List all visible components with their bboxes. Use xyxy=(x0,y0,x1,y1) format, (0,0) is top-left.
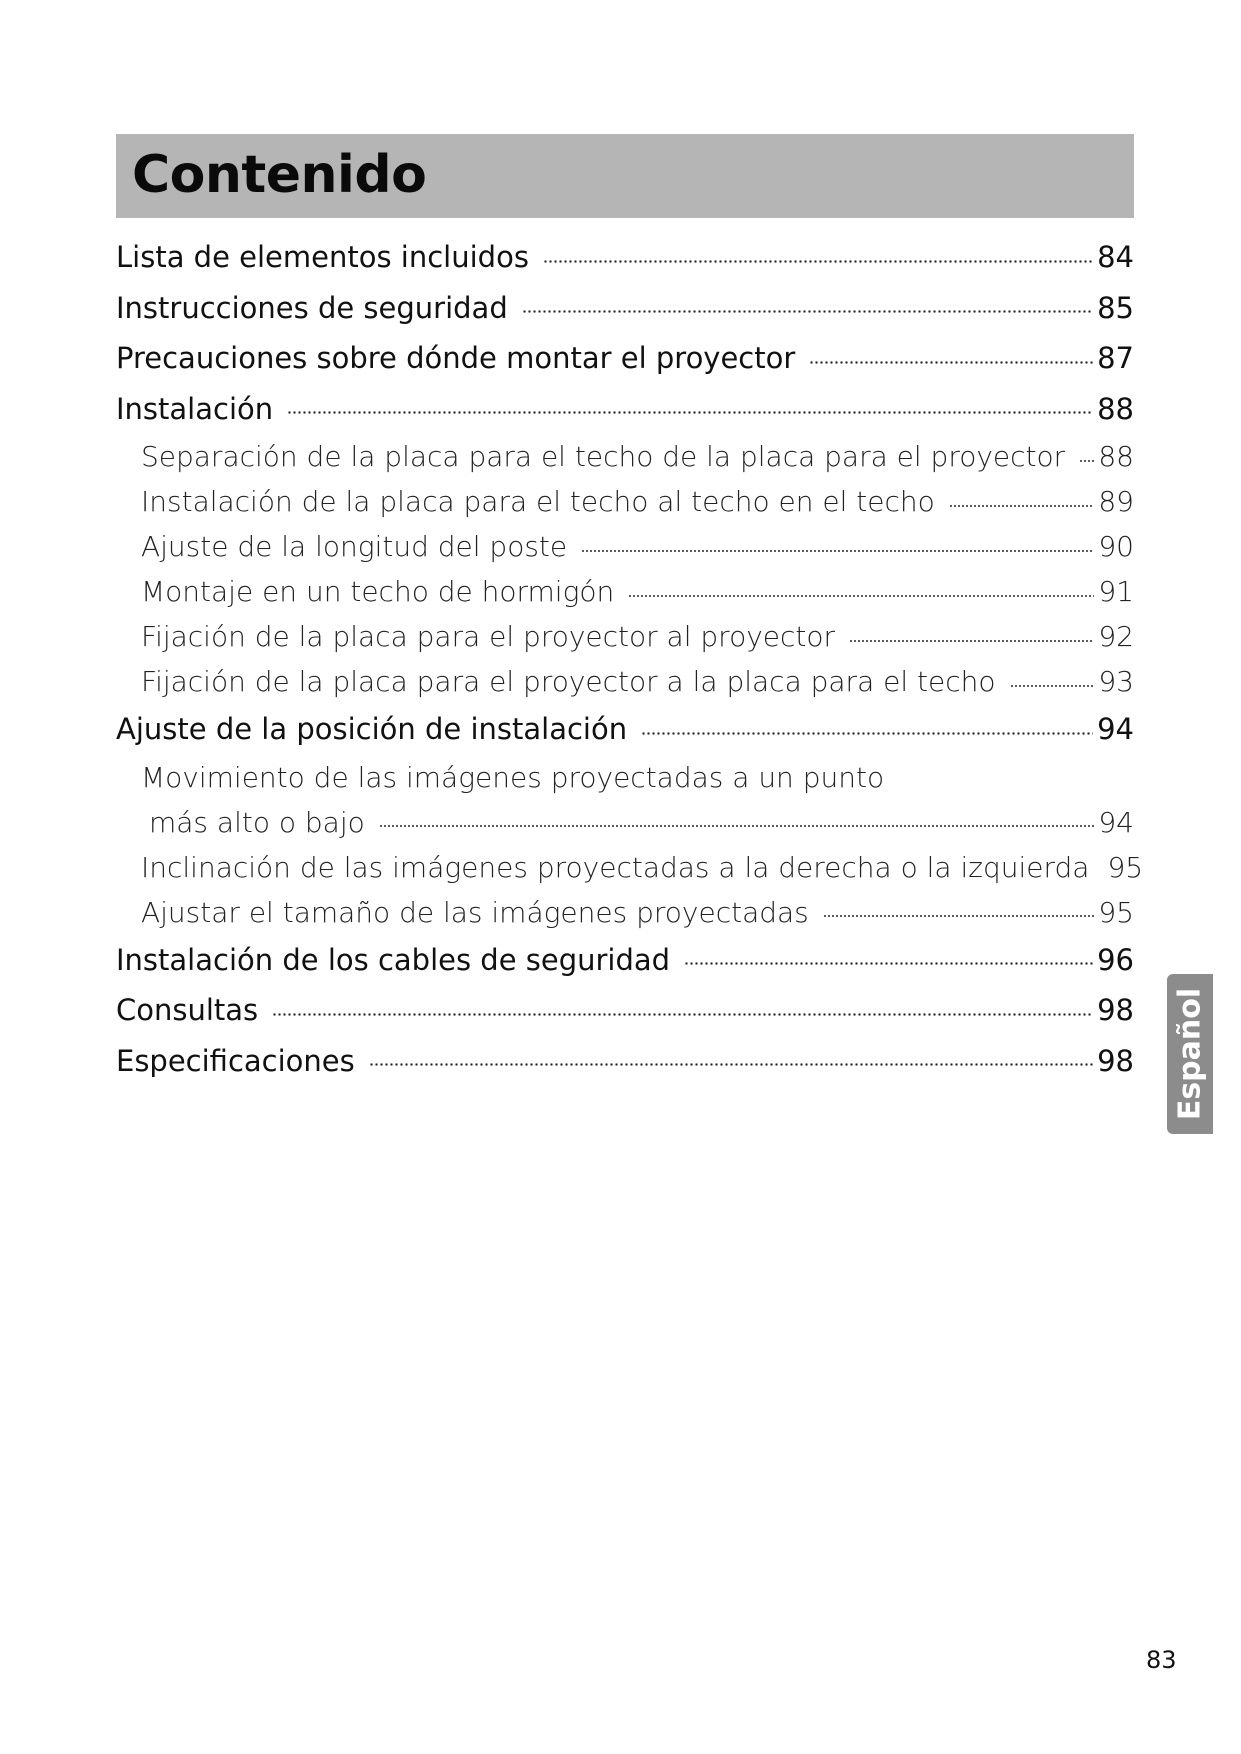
toc-entry-label: Inclinación de las imágenes proyectadas a la derecha o la izquierda xyxy=(141,850,1090,884)
toc-entry[interactable] xyxy=(116,704,1134,755)
toc-entry-label: Fijación de la placa para el proyector a la placa para el techo xyxy=(141,665,996,698)
toc-entry-page: 87 xyxy=(1097,341,1134,375)
toc-subentry[interactable] xyxy=(116,659,1134,704)
dot-leader xyxy=(809,359,1093,365)
dot-leader xyxy=(379,824,1095,829)
toc-entry[interactable] xyxy=(116,985,1134,1036)
toc-entry-page: 95 xyxy=(1107,850,1144,884)
toc-entry-label: Ajuste de la posición de instalación xyxy=(116,712,628,746)
dot-leader xyxy=(581,548,1094,553)
toc-entry-label: Separación de la placa para el techo de la placa para el proyector xyxy=(141,440,1066,473)
toc-subentry[interactable] xyxy=(116,524,1134,569)
toc-entry-label: Precauciones sobre dónde montar el proyector xyxy=(116,341,796,375)
dot-leader xyxy=(1079,458,1094,463)
toc-entry[interactable] xyxy=(116,935,1134,986)
toc-entry[interactable] xyxy=(116,333,1134,384)
dot-leader xyxy=(1010,683,1095,688)
toc-entry-label: Especificaciones xyxy=(116,1043,355,1078)
toc-entry-label: Montaje en un techo de hormigón xyxy=(141,575,615,608)
page-number: 83 xyxy=(1146,1646,1177,1674)
contents-header xyxy=(116,134,1134,218)
toc-entry-page: 90 xyxy=(1098,530,1134,563)
toc-entry-page: 91 xyxy=(1098,575,1134,608)
toc-entry-page: 84 xyxy=(1097,240,1134,274)
toc-entry-page: 85 xyxy=(1097,290,1134,325)
toc-entry-page: 98 xyxy=(1097,993,1134,1027)
table-of-contents xyxy=(116,232,1144,1086)
toc-entry-label: Consultas xyxy=(116,993,259,1027)
toc-entry-page: 98 xyxy=(1097,1043,1134,1078)
dot-leader xyxy=(522,309,1093,315)
dot-leader xyxy=(287,410,1093,416)
toc-subentry[interactable] xyxy=(116,569,1134,614)
toc-entry[interactable] xyxy=(116,384,1134,435)
language-tab-label: Español xyxy=(1172,987,1208,1121)
toc-entry[interactable] xyxy=(116,283,1134,334)
toc-entry-label: Fijación de la placa para el proyector al proyector xyxy=(141,620,836,653)
toc-entry-page: 88 xyxy=(1098,440,1134,473)
toc-entry-label: Movimiento de las imágenes proyectadas a un punto xyxy=(141,760,885,794)
toc-entry[interactable] xyxy=(116,232,1134,283)
toc-subentry[interactable] xyxy=(116,845,1144,890)
dot-leader xyxy=(272,1011,1093,1017)
toc-entry-label: Instrucciones de seguridad xyxy=(116,290,508,325)
dot-leader xyxy=(641,730,1093,736)
toc-entry-label: Lista de elementos incluidos xyxy=(116,240,529,274)
toc-subentry[interactable] xyxy=(116,755,1134,800)
dot-leader xyxy=(823,914,1095,919)
dot-leader xyxy=(543,258,1093,264)
toc-entry-label: Ajuste de la longitud del poste xyxy=(141,530,568,563)
toc-subentry[interactable] xyxy=(116,434,1134,479)
toc-entry-page: 95 xyxy=(1098,895,1134,929)
dot-leader xyxy=(684,961,1093,967)
toc-entry-page: 94 xyxy=(1098,805,1134,839)
toc-entry-label: Instalación de la placa para el techo al techo en el techo xyxy=(141,485,935,518)
toc-subentry[interactable] xyxy=(116,890,1134,935)
toc-subentry-continuation[interactable] xyxy=(116,800,1134,845)
toc-entry-page: 92 xyxy=(1098,620,1134,653)
toc-subentry[interactable] xyxy=(116,614,1134,659)
toc-entry-page: 96 xyxy=(1097,942,1134,977)
toc-entry-label: Ajustar el tamaño de las imágenes proyectadas xyxy=(141,895,809,929)
dot-leader xyxy=(849,638,1094,643)
toc-subentry[interactable] xyxy=(116,479,1134,524)
toc-entry-page: 88 xyxy=(1097,391,1134,426)
toc-entry-page: 94 xyxy=(1097,712,1134,746)
toc-entry-page: 93 xyxy=(1098,665,1134,698)
page-title: Contenido xyxy=(132,145,427,205)
language-tab xyxy=(1167,974,1213,1134)
toc-entry-label: Instalación xyxy=(116,391,274,426)
toc-entry-label: Instalación de los cables de seguridad xyxy=(116,942,671,977)
toc-entry-page: 89 xyxy=(1098,485,1134,518)
dot-leader xyxy=(628,593,1094,598)
toc-entry[interactable] xyxy=(116,1036,1134,1087)
dot-leader xyxy=(949,503,1095,508)
dot-leader xyxy=(369,1062,1093,1068)
toc-entry-label-continued: más alto o bajo xyxy=(149,805,365,839)
